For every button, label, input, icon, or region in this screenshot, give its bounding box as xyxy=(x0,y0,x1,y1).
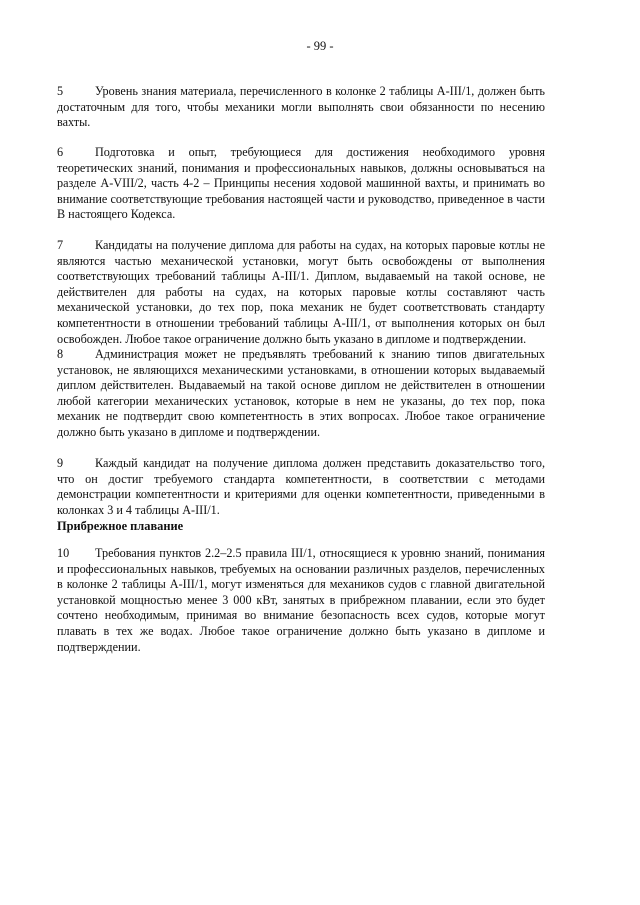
paragraph-text: Каждый кандидат на получение диплома должен представить доказательство того, что он достиг требуемого стандарта компетентности, в соответствии с методами демонстрации компетентности и критериями для оценки компетентности, приведенными в колонках 3 и 4 таблицы A-III/1. xyxy=(57,456,545,517)
paragraph-text: Кандидаты на получение диплома для работы на судах, на которых паровые котлы не являются частью механической установки, могут быть освобождены от выполнения соответствующих требований таблицы A-III/1. Диплом, выдаваемый на такой основе, не действителен для работы на судах, на которых паровые котлы составляют часть механической установки, до тех пор, пока механик не будет соответствовать стандарту компетентности в отношении требований таблицы A-III/1, от выполнения которых он был освобожден. Любое такое ограничение должно быть указано в дипломе и подтверждении. xyxy=(57,238,545,346)
section-heading: Прибрежное плавание xyxy=(57,519,184,533)
paragraph-5 xyxy=(57,84,545,131)
paragraph-number: 10 xyxy=(57,546,70,560)
paragraph-8 xyxy=(57,347,545,441)
paragraph-number: 9 xyxy=(57,456,64,470)
paragraph-text: Подготовка и опыт, требующиеся для достижения необходимого уровня теоретических знаний, понимания и профессиональных навыков, должны основываться на разделе A-VIII/2, часть 4-2 – Принципы несения ходовой машинной вахты, и принимать во внимание соответствующие требования настоящей части и руководство, приведенное в части B настоящего Кодекса. xyxy=(57,145,545,222)
paragraph-number: 6 xyxy=(57,145,64,159)
paragraph-9 xyxy=(57,456,545,518)
paragraph-7 xyxy=(57,238,545,347)
page-number: - 99 - xyxy=(306,39,334,53)
paragraph-text: Уровень знания материала, перечисленного в колонке 2 таблицы A-III/1, должен быть достаточным для того, чтобы механики могли выполнять свои обязанности по несению вахты. xyxy=(57,84,545,130)
paragraph-6 xyxy=(57,145,545,223)
paragraph-text: Администрация может не предъявлять требований к знанию типов двигательных установок, не являющихся механическими установками, в отношении которых выдаваемый диплом действителен. Выдаваемый на такой основе диплом не действителен в отношении любой категории механических установок, которые в нем не указаны, до тех пор, пока механик не подтвердит свою компетентность в этих вопросах. Любое такое ограничение должно быть указано в дипломе и подтверждении. xyxy=(57,347,545,439)
paragraph-number: 8 xyxy=(57,347,64,361)
paragraph-number: 5 xyxy=(57,84,64,98)
paragraph-number: 7 xyxy=(57,238,64,252)
paragraph-text: Требования пунктов 2.2–2.5 правила III/1, относящиеся к уровню знаний, понимания и профессиональных навыков, требуемых на основании различных разделов, перечисленных в колонке 2 таблицы A-III/1, могут изменяться для механиков судов с главной двигательной установкой мощностью менее 3 000 кВт, занятых в прибрежном плавании, если это будет сочтено необходимым, принимая во внимание безопасность всех судов, которые могут плавать в тех же водах. Любое такое ограничение должно быть указано в дипломе и подтверждении. xyxy=(57,546,545,654)
paragraph-10 xyxy=(57,546,545,655)
